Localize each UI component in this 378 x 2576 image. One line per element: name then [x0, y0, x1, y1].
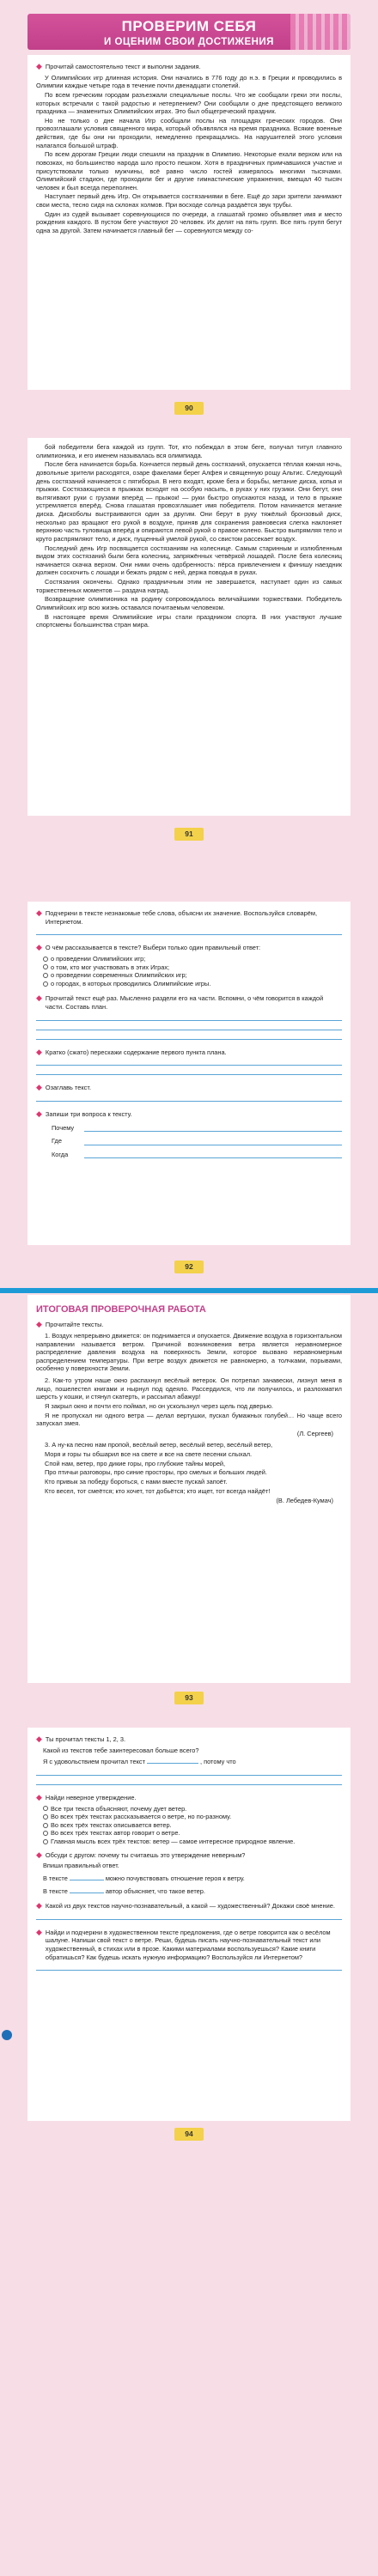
diamond-icon: ◆	[36, 62, 42, 70]
page-91-text	[27, 438, 351, 816]
answer-option[interactable]: о проведении современных Олимпийских игр;	[43, 971, 342, 980]
diamond-icon: ◆	[36, 1109, 42, 1118]
task-item: ◆ Озаглавь текст.	[36, 1083, 91, 1092]
paragraph: Я закрыл окно и почти его поймал, но он ускользнул через щель под дверью.	[45, 1401, 273, 1410]
answer-line[interactable]	[36, 1919, 342, 1920]
task-item: ◆ Найди неверное утверждение.	[36, 1792, 137, 1801]
paragraph: По всем греческим городам разъезжали специальные послы. Что же сообщали греки эти послы, которых встречали с такой радостью и нетерпением? Они сообщали о дне предстоящего великого праздника — знаменитых Олимпийских играх. Это был общегреческий праздник.	[36, 90, 342, 116]
paragraph: 3. А ну-ка песню нам пропой, весёлый ветер, весёлый ветер, весёлый ветер,	[45, 1441, 273, 1449]
task-item: ◆ Ты прочитал тексты 1, 2, 3.	[36, 1735, 126, 1743]
header-subtitle: И ОЦЕНИМ СВОИ ДОСТИЖЕНИЯ	[104, 37, 274, 48]
paragraph: Я не пропускал ни одного ветра — делал вертушки, пускал бумажных голубей… Но чаще всего запускал змея.	[36, 1411, 342, 1428]
answer-line[interactable]	[36, 1020, 342, 1021]
diamond-icon: ◆	[36, 943, 42, 952]
paragraph: Последний день Игр посвящается состязаниям на колеснице. Самым старинным и излюбленным видом этих состязаний были бега колесниц, запряжённых четвёркой лошадей. После бега колесниц начинается скачка верхом. Они ними очень одобренность: пёрса привлечением к финишу наездник должен соскочить с лошади и бежать рядом с ней, держа поводья в руках.	[36, 544, 342, 577]
paragraph: После бега начинается борьба. Кончается первый день состязаний, опускается тёплая южная ночь, довольные зрители расходятся, озаре факелами берег Алфея и священную рощу Альтис. Следующий день состязаний начинается с пятиборья. В него входят, кроме бега и борьбы, метание диска, копья и прыжки. Состязающиеся в прыжках всходят на особую насыпь, в руках у них грузики. Они бегут, они вытягивают руки с грузами вперёд — прыжок! — руки быстро опускаются назад, и тело в прыжке устремляется вперёд. Снова глашатая провозглашает имя победителя. Потом начинается метание диска. Дискоболы выстраиваются один за другим. Они берут в руку тяжёлый бронзовый диск, несколько раз вращают его рукой в воздухе, приняв для сохранения равновесия слегка наклоняет верхнюю часть туловища вперёд и опираются левой рукой о правое колено. Быстро выпрямляя тело и круто распрямляют тело, и диск, пущенный умелой рукой, со свистом рассекает воздух.	[36, 460, 342, 543]
question-field[interactable]: Почему	[52, 1124, 342, 1133]
paragraph: 2. Как-то утром наше окно распахнул весёлый ветерок. Он потрепал занавески, лизнул меня в лицо, пошелестел книгами и нырнул под одеяло. Рассердился, что ли получилось, и разлохматил шерсть у кошки, и стянул скатерть, и рассыпал абажур!	[36, 1376, 342, 1401]
answer-line[interactable]	[36, 1101, 342, 1102]
section-title: ИТОГОВАЯ ПРОВЕРОЧНАЯ РАБОТА	[36, 1304, 206, 1315]
answer-line[interactable]	[36, 1074, 342, 1075]
page-94	[0, 1717, 378, 2576]
sidebar-marker-icon	[2, 2030, 12, 2040]
paragraph: 1. Воздух непрерывно движется: он поднимается и опускается. Движение воздуха в горизонтальном направлении называется ветром. Причиной возникновения ветра является неравномерное распределение давления воздуха на поверхность Земли, которое вызвано неравномерным распределением температуры. При ветре воздух движется не равномерно, а толчками, порывами, особенно у поверхности Земли.	[36, 1331, 342, 1373]
task-item: ◆ Прочитай самостоятельно текст и выполни задания.	[36, 62, 201, 70]
answer-option[interactable]: Во всех трёх текстах рассказывается о ветре, но по-разному.	[43, 1813, 342, 1821]
paragraph: бой победители бега каждой из групп. Тот, кто побеждал в этом беге, получал титул главного олимпионика, и его именем называлась вся олимпиада.	[36, 443, 342, 459]
top-strip	[0, 1288, 378, 1293]
page-number: 94	[174, 2128, 203, 2141]
answer-option[interactable]: о городах, в которых проводились Олимпийские игры.	[43, 980, 342, 988]
diamond-icon: ◆	[36, 1901, 42, 1911]
blank-line[interactable]	[147, 1763, 198, 1764]
task-item: ◆ Найди и подчеркни в художественном тексте предложения, где о ветре говорится как о весёлом шалуне. Напиши свой текст о ветре. Реши, будешь писать научно-познавательный текст или художественный, в стихах или в прозе. Какими материалами воспользуешься? Какие книги обратишься? Как будешь искать нужную информацию? Воспользуйся ли Интернетом?	[36, 1927, 331, 1961]
diamond-icon: ◆	[36, 1320, 42, 1329]
diamond-icon: ◆	[36, 1047, 42, 1056]
answer-option[interactable]: о проведении Олимпийских игр;	[43, 955, 342, 963]
diamond-icon: ◆	[36, 1850, 42, 1859]
header-title: ПРОВЕРИМ СЕБЯ	[121, 18, 257, 34]
question-field[interactable]: Где	[52, 1137, 342, 1145]
diamond-icon: ◆	[36, 1927, 42, 1936]
paragraph: Спой нам, ветер, про дикие горы, про глубокие тайны морей,	[45, 1459, 226, 1467]
radio-circle-icon[interactable]	[43, 1814, 48, 1820]
diamond-icon: ◆	[36, 1735, 42, 1743]
page-92	[0, 859, 378, 1288]
diamond-icon: ◆	[36, 993, 42, 1003]
answer-option[interactable]: о том, кто мог участвовать в этих Играх;	[43, 963, 342, 972]
radio-circle-icon[interactable]	[43, 964, 48, 969]
fill-sentence: Я с удовольствием прочитал текст , потому что	[43, 1758, 236, 1766]
task-item: ◆ Запиши три вопроса к тексту.	[36, 1109, 132, 1118]
page-93-text	[27, 1295, 351, 1683]
diamond-icon: ◆	[36, 1083, 42, 1092]
page-91	[0, 429, 378, 859]
answer-option[interactable]: Главная мысль всех трёх текстов: ветер — самое интересное природное явление.	[43, 1838, 342, 1846]
task-item: ◆ Какой из двух текстов научно-познавательный, а какой — художественный? Докажи своё мнение.	[36, 1901, 335, 1911]
page-number: 93	[174, 1692, 203, 1704]
radio-circle-icon[interactable]	[43, 1831, 48, 1836]
answer-line[interactable]	[36, 1784, 342, 1785]
answer-line[interactable]	[36, 934, 342, 935]
task-question: Какой из текстов тебе заинтересовал больше всего?	[43, 1746, 199, 1754]
paragraph: Кто весел, тот смеётся; кто хочет, тот добьётся; кто ищет, тот всегда найдёт!	[45, 1486, 271, 1495]
task-item: ◆ Прочитайте тексты.	[36, 1320, 104, 1329]
author: (Л. Сергеев)	[296, 1429, 333, 1437]
answer-line[interactable]	[36, 1065, 342, 1066]
radio-circle-icon[interactable]	[43, 957, 48, 962]
task-item: ◆ Обсуди с другом: почему ты считаешь это утверждение неверным?	[36, 1850, 246, 1859]
task-item: ◆ О чём рассказывается в тексте? Выбери только один правильный ответ:	[36, 943, 261, 952]
answer-option[interactable]: Все три текста объясняют, почему дует ветер.	[43, 1805, 342, 1814]
paragraph: Но не только о дне начала Игр сообщали послы на площадях греческих городов. Они провозглашали условия священного мира, который объявлялся на время праздника. Всякие военные действия, где бы они ни проходили, немедленно прекращались. На нарушителей этого условия налагался большой штраф.	[36, 116, 342, 149]
diamond-icon: ◆	[36, 908, 42, 917]
header-decoration	[290, 14, 351, 50]
answer-line[interactable]	[36, 1039, 342, 1040]
radio-circle-icon[interactable]	[43, 1806, 48, 1811]
radio-circle-icon[interactable]	[43, 981, 48, 987]
page-number: 90	[174, 402, 203, 415]
paragraph: Состязания окончены. Однако праздничным этим не завершается, наступает один из самых торжественных моментов — раздача наград.	[36, 578, 342, 594]
answer-line[interactable]	[36, 1970, 342, 1971]
radio-circle-icon[interactable]	[43, 1839, 48, 1844]
task-item: ◆ Прочитай текст ещё раз. Мысленно раздели его на части. Вспомни, о чём говорится в каждой части. Составь план.	[36, 993, 324, 1011]
page-90	[0, 0, 378, 429]
paragraph: В настоящее время Олимпийские игры стали праздником спорта. В них участвуют лучшие спортсмены большинства стран мира.	[36, 612, 342, 629]
page-93	[0, 1288, 378, 1717]
diamond-icon: ◆	[36, 1792, 42, 1801]
answer-option[interactable]: Во всех трёх текстах описывается ветер.	[43, 1821, 342, 1830]
task-instruction: Впиши правильный ответ.	[43, 1862, 119, 1870]
paragraph: Моря и горы ты обшарил все на свете и все на свете песенки слыхал.	[45, 1450, 253, 1459]
paragraph: У Олимпийских игр длинная история. Они начались в 776 году до н.э. в Греции и проводились в Олимпии каждые четыре года в течение почти двенадцати столетий.	[36, 73, 342, 90]
paragraph: Один из судей вызывает соревнующихся по очереди, а глашатай громко объявляет имя и место рождения каждого. В пустом беге участвуют 20 человек. Их делят на пять групп. Все пять групп бегут одна за другой. Затем начинается главный бег — соревнуются между со-	[36, 210, 342, 234]
paragraph: Кто привык за победу бороться, с нами вместе пускай запоёт.	[45, 1477, 228, 1485]
task-item: ◆ Подчеркни в тексте незнакомые тебе слова, объясни их значение. Воспользуйся словарём, Интернетом.	[36, 908, 318, 926]
page-92-tasks	[27, 902, 351, 1245]
task-item: ◆ Кратко (сжато) перескажи содержание первого пункта плана.	[36, 1047, 227, 1056]
paragraph: Наступает первый день Игр. Он открывается состязаниями в беге. Ещё до зари зрители занимают свои места, тесно сидя на склонах холмов. При восходе солнца раздаётся звук трубы.	[36, 192, 342, 209]
paragraph: Возвращение олимпионика на родину сопровождалось величайшими торжествами. Победитель Олимпийских игр всю жизнь оставался почитаемым человеком.	[36, 595, 342, 611]
fill-sentence: В тексте можно почувствовать отношение героя к ветру.	[43, 1874, 245, 1882]
paragraph: По всем дорогам Греции люди спешили на праздник в Олимпию. Некоторые ехали верхом или на повозках, но большинство народа шло просто пешком. Хотя в праздничных примчавшихся участие и присутствовали только мужчины, всё равно число гостей измерялось многими тысячами. Олимпийский стадион, где проходили бег и другие гимнастические упражнения, вмещал 40 тысяч человек и был всегда переполнен.	[36, 150, 342, 191]
radio-circle-icon[interactable]	[43, 1823, 48, 1828]
paragraph: Про птичьи разговоры, про синие просторы, про смелых и больших людей.	[45, 1468, 267, 1477]
fill-sentence: В тексте автор объясняет, что такое ветер.	[43, 1886, 205, 1895]
author: (В. Лебедев-Кумач)	[276, 1497, 333, 1505]
question-field[interactable]: Когда	[52, 1151, 342, 1159]
page-number: 92	[174, 1261, 203, 1273]
page-number: 91	[174, 828, 203, 841]
answer-option[interactable]: Во всех трёх текстах автор говорит о ветре.	[43, 1829, 342, 1838]
page-94-tasks	[27, 1728, 351, 2121]
radio-circle-icon[interactable]	[43, 973, 48, 978]
page-90-text	[27, 55, 351, 390]
answer-line[interactable]	[36, 1775, 342, 1776]
